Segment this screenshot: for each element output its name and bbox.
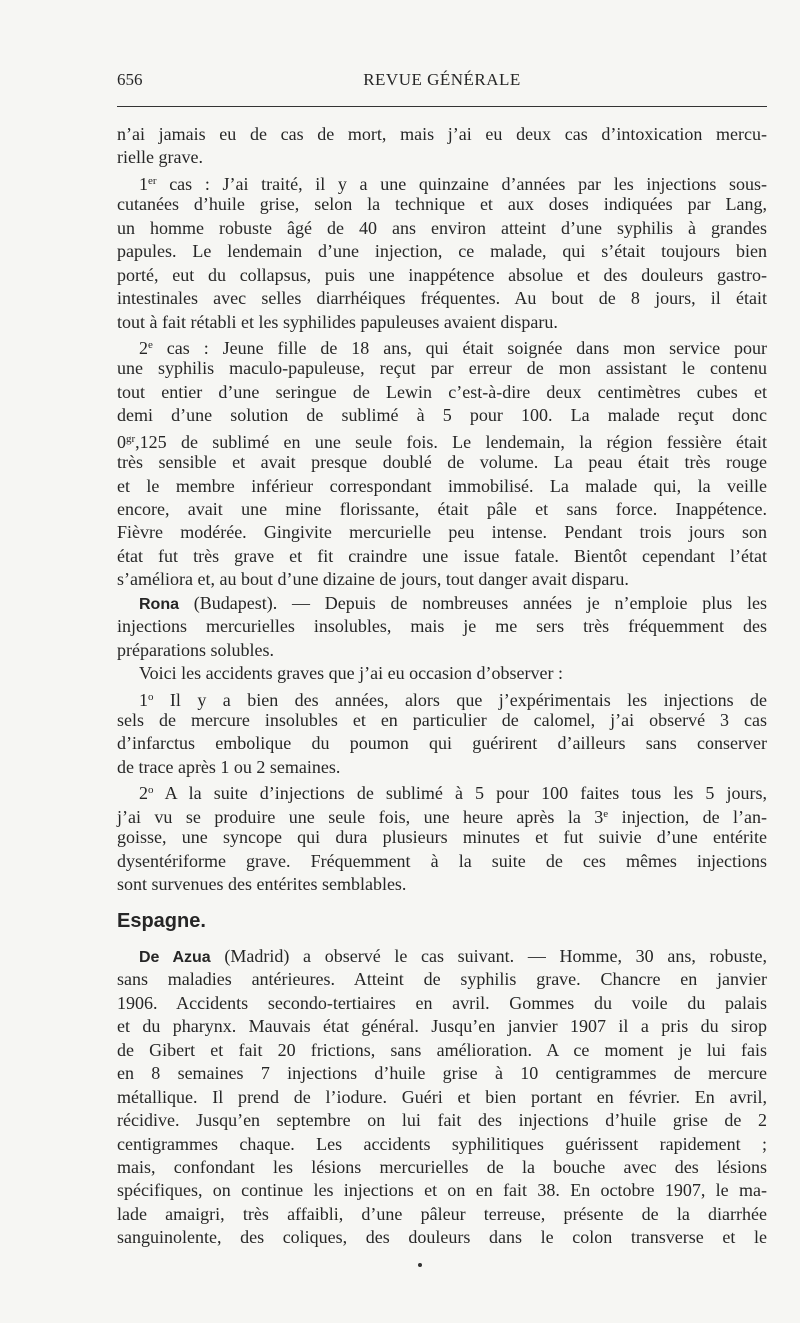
text-line bbox=[117, 1015, 767, 1038]
text-line bbox=[117, 1226, 767, 1249]
text-run: porté, eut du collapsus, puis une inappétence absolue et des douleurs gastro- bbox=[117, 264, 767, 285]
text-run: mais, confondant les lésions mercurielles de la bouche avec des lésions bbox=[117, 1156, 767, 1177]
text-run: en 8 semaines 7 injections d’huile grise à 10 centigrammes de mercure bbox=[117, 1063, 767, 1084]
text-run: demi d’une solution de sublimé à 5 pour 100. La malade reçut donc bbox=[117, 405, 767, 426]
text-line bbox=[117, 850, 767, 873]
text-line bbox=[117, 334, 767, 357]
text-line bbox=[117, 992, 767, 1015]
text-run: métallique. Il prend de l’iodure. Guéri et bien portant en février. En avril, bbox=[117, 1086, 767, 1107]
author-name: De Azua bbox=[139, 949, 211, 966]
text-run: tout entier d’une seringue de Lewin c’est-à-dire deux centimètres cubes et bbox=[117, 381, 767, 402]
text-run: et du pharynx. Mauvais état général. Jusqu’en janvier 1907 il a pris du sirop bbox=[117, 1016, 767, 1037]
text-line bbox=[117, 1203, 767, 1226]
text-run: j’ai vu se produire une seule fois, une heure après la 3 bbox=[117, 806, 604, 827]
text-line bbox=[117, 826, 767, 849]
superscript: e bbox=[603, 807, 609, 820]
text-run: sont survenues des entérites semblables. bbox=[117, 874, 407, 894]
text-line bbox=[117, 545, 767, 568]
text-line bbox=[117, 451, 767, 474]
text-run: s’améliora et, au bout d’une dizaine de jours, tout danger avait disparu. bbox=[117, 569, 629, 590]
superscript: e bbox=[148, 338, 153, 351]
text-run: sans maladies antérieures. Atteint de syphilis grave. Chancre en janvier bbox=[117, 969, 767, 990]
text-line bbox=[117, 240, 767, 263]
superscript: o bbox=[148, 690, 154, 703]
ink-mark bbox=[418, 1263, 422, 1267]
text-run: 0 bbox=[117, 431, 126, 452]
text-line bbox=[117, 873, 767, 896]
text-line bbox=[117, 568, 767, 591]
text-run: Fièvre modérée. Gingivite mercurielle peu intense. Pendant trois jours son bbox=[117, 522, 767, 543]
text-run: intestinales avec selles diarrhéiques fréquentes. Au bout de 8 jours, il était bbox=[117, 288, 767, 309]
body-text-bottom bbox=[117, 945, 767, 1250]
text-run: sanguinolente, des coliques, des douleurs dans le colon transverse et le bbox=[117, 1227, 767, 1248]
text-line bbox=[117, 357, 767, 380]
text-run: lade amaigri, très affaibli, d’une pâleur terreuse, présente de la diarrhée bbox=[117, 1203, 767, 1224]
text-line bbox=[117, 123, 767, 146]
text-run: 1 bbox=[139, 689, 148, 710]
text-line bbox=[117, 217, 767, 240]
text-line bbox=[117, 146, 767, 169]
text-line bbox=[117, 779, 767, 802]
text-run: une syphilis maculo-papuleuse, reçut par erreur de mon assistant le contenu bbox=[117, 358, 767, 379]
text-line bbox=[117, 1179, 767, 1202]
text-line bbox=[117, 686, 767, 709]
superscript: o bbox=[148, 784, 154, 797]
text-line bbox=[117, 498, 767, 521]
page-header bbox=[117, 70, 767, 94]
text-line bbox=[117, 287, 767, 310]
text-run: de trace après 1 ou 2 semaines. bbox=[117, 756, 341, 777]
text-run: goisse, une syncope qui dura plusieurs minutes et fut suivie d’une entérite bbox=[117, 827, 767, 848]
superscript: gr bbox=[126, 432, 136, 445]
text-run: rielle grave. bbox=[117, 147, 203, 168]
text-run: d’infarctus embolique du poumon qui guérirent d’ailleurs sans conserver bbox=[117, 733, 767, 754]
text-run: 1 bbox=[139, 173, 148, 194]
text-line bbox=[117, 803, 767, 826]
text-line bbox=[117, 1109, 767, 1132]
text-line bbox=[117, 264, 767, 287]
text-line bbox=[117, 521, 767, 544]
text-line bbox=[117, 311, 767, 334]
text-line bbox=[117, 1039, 767, 1062]
text-line bbox=[117, 756, 767, 779]
author-name: Rona bbox=[139, 595, 179, 613]
text-line bbox=[117, 968, 767, 991]
text-run: 2 bbox=[139, 783, 148, 804]
text-run: Voici les accidents graves que j’ai eu occasion d’observer : bbox=[139, 663, 564, 684]
text-run: préparations solubles. bbox=[117, 639, 274, 660]
text-line bbox=[117, 170, 767, 193]
text-run: papules. Le lendemain d’une injection, ce malade, qui s’était toujours bien bbox=[117, 241, 767, 262]
section-heading: Espagne. bbox=[117, 910, 206, 932]
text-line bbox=[117, 709, 767, 732]
text-run: un homme robuste âgé de 40 ans environ atteint d’une syphilis à grandes bbox=[117, 217, 767, 238]
text-line bbox=[117, 1086, 767, 1109]
text-line bbox=[117, 475, 767, 498]
text-run: spécifiques, on continue les injections et on en fait 38. En octobre 1907, le ma- bbox=[117, 1180, 767, 1201]
text-line bbox=[117, 592, 767, 615]
text-run: sels de mercure insolubles et en particulier de calomel, j’ai observé 3 cas bbox=[117, 709, 767, 730]
text-run: ,125 de sublimé en une seule fois. Le lendemain, la région fessière était bbox=[135, 431, 767, 452]
text-run: cutanées d’huile grise, selon la technique et aux doses indiquées par Lang, bbox=[117, 194, 767, 215]
text-line bbox=[117, 428, 767, 451]
text-run: 2 bbox=[139, 337, 148, 358]
page-number: 656 bbox=[117, 70, 143, 89]
text-run: injection, de l’an- bbox=[608, 806, 767, 827]
text-run: et le membre inférieur correspondant immobilisé. La malade qui, la veille bbox=[117, 475, 767, 496]
text-line bbox=[117, 1156, 767, 1179]
running-title: REVUE GÉNÉRALE bbox=[363, 70, 521, 89]
text-line bbox=[117, 1062, 767, 1085]
text-line bbox=[117, 404, 767, 427]
text-line bbox=[117, 381, 767, 404]
text-run: injections mercurielles insolubles, mais je me sers très fréquemment des bbox=[117, 616, 767, 637]
text-line bbox=[117, 639, 767, 662]
text-run: encore, avait une mine florissante, était pâle et sans force. Inappétence. bbox=[117, 499, 767, 519]
text-run: (Madrid) a observé le cas suivant. — Homme, 30 ans, robuste, bbox=[210, 946, 768, 966]
text-run: de Gibert et fait 20 frictions, sans amélioration. A ce moment je lui fais bbox=[117, 1039, 767, 1060]
body-text-top bbox=[117, 123, 767, 896]
text-line bbox=[117, 945, 767, 968]
text-line bbox=[117, 662, 767, 685]
text-run: 1906. Accidents secondo-tertiaires en avril. Gommes du voile du palais bbox=[117, 992, 767, 1013]
text-run: très sensible et avait presque doublé de volume. La peau était très rouge bbox=[117, 452, 767, 473]
text-run: cas : J’ai traité, il y a une quinzaine d’années par les injections sous- bbox=[156, 173, 767, 194]
superscript: er bbox=[148, 174, 157, 187]
text-line bbox=[117, 193, 767, 216]
text-line bbox=[117, 615, 767, 638]
text-run: Il y a bien des années, alors que j’expérimentais les injections de bbox=[153, 689, 767, 710]
text-line bbox=[117, 732, 767, 755]
text-run: cas : Jeune fille de 18 ans, qui était soignée dans mon service pour bbox=[152, 337, 767, 358]
text-run: centigrammes chaque. Les accidents syphilitiques guérissent rapidement ; bbox=[117, 1133, 767, 1154]
text-run: dysentériforme grave. Fréquemment à la suite de ces mêmes injections bbox=[117, 850, 767, 871]
text-run: état fut très grave et fit craindre une issue fatale. Bientôt cependant l’état bbox=[117, 545, 767, 566]
text-run: (Budapest). — Depuis de nombreuses années je n’emploie plus les bbox=[179, 592, 767, 613]
text-run: récidive. Jusqu’en septembre on lui fait des injections d’huile grise de 2 bbox=[117, 1110, 767, 1131]
header-rule bbox=[117, 106, 767, 107]
text-line bbox=[117, 1133, 767, 1156]
text-run: A la suite d’injections de sublimé à 5 pour 100 faites tous les 5 jours, bbox=[153, 783, 767, 804]
text-run: tout à fait rétabli et les syphilides papuleuses avaient disparu. bbox=[117, 311, 558, 332]
text-run: n’ai jamais eu de cas de mort, mais j’ai eu deux cas d’intoxication mercu- bbox=[117, 124, 767, 144]
